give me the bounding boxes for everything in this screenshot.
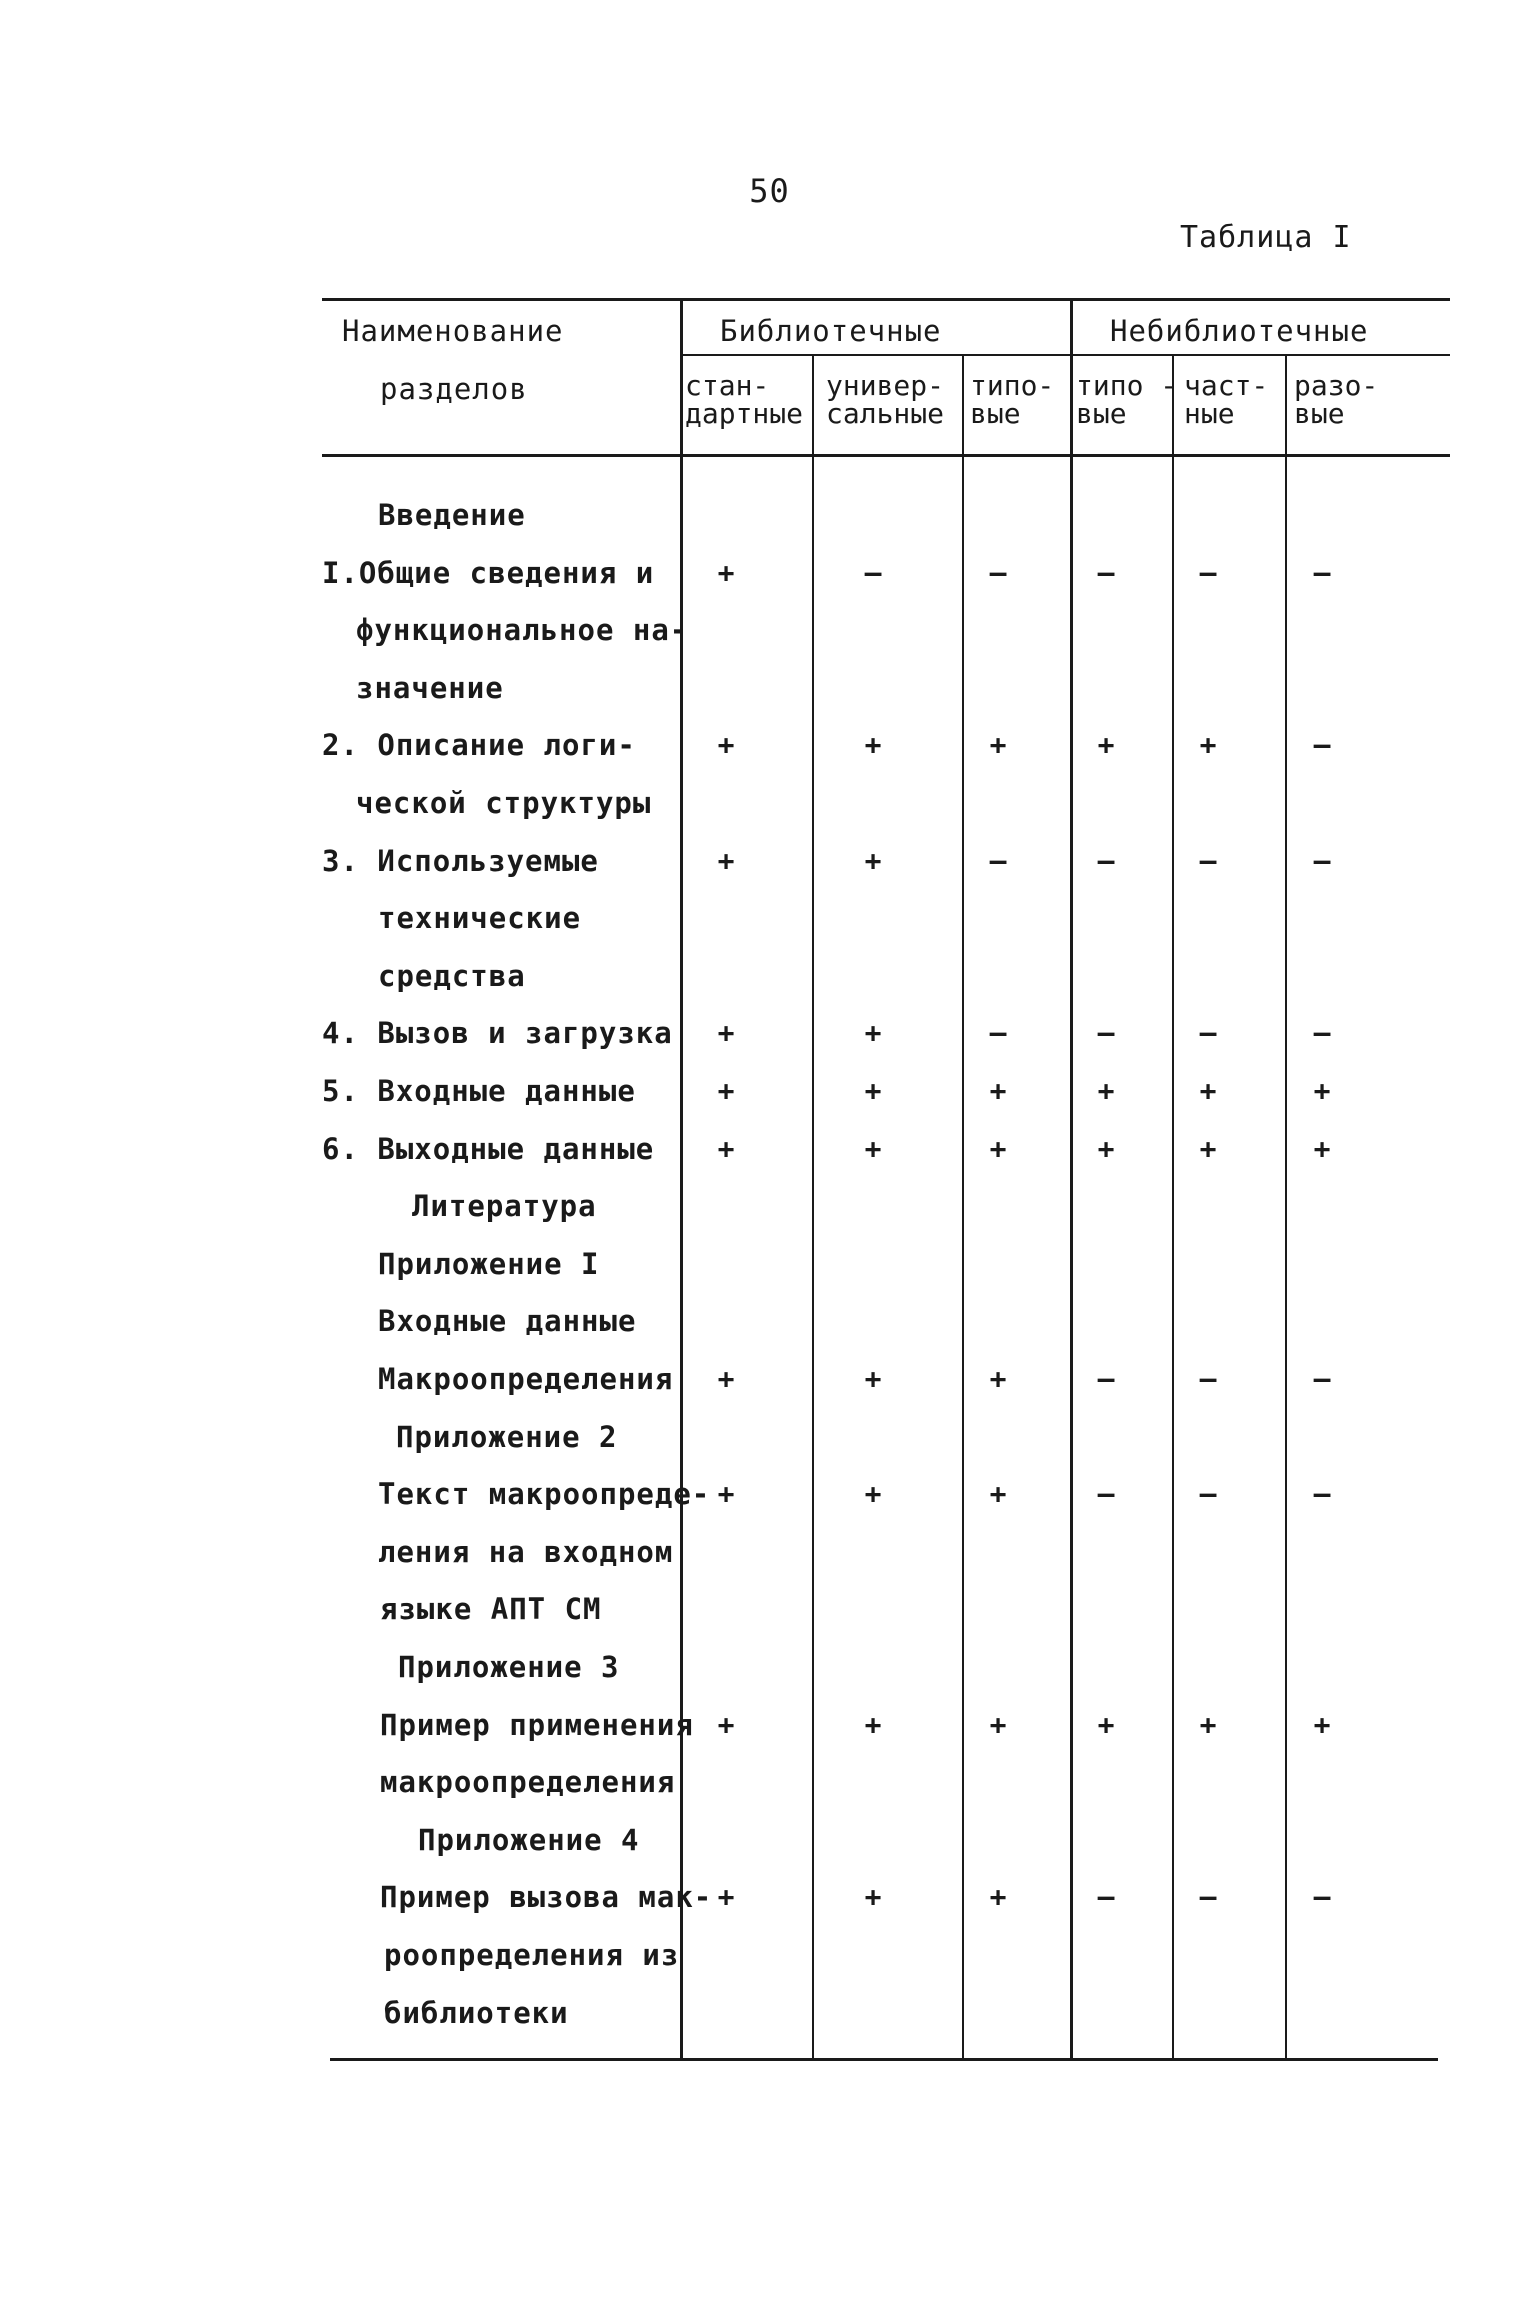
group-library: Библиотечные — [720, 314, 942, 348]
subcol-header-5-line-2: ные — [1184, 397, 1235, 430]
availability-mark: + — [864, 1074, 882, 1107]
availability-mark: + — [1097, 1074, 1115, 1107]
availability-mark: – — [864, 556, 882, 589]
availability-mark: + — [989, 1708, 1007, 1741]
availability-mark: + — [989, 1074, 1007, 1107]
availability-mark: – — [1097, 1477, 1115, 1510]
row-label: Пример вызова мак- — [380, 1880, 713, 1914]
row-label: Приложение 2 — [396, 1420, 618, 1454]
group-non-library: Небиблиотечные — [1110, 314, 1369, 348]
availability-mark: – — [1199, 1362, 1217, 1395]
availability-mark: + — [1097, 728, 1115, 761]
availability-mark: – — [1097, 556, 1115, 589]
availability-mark: – — [1097, 1362, 1115, 1395]
subcol-header-5-line-1: част- — [1184, 369, 1269, 402]
availability-mark: – — [1313, 1016, 1331, 1049]
subcol-header-6-line-2: вые — [1294, 397, 1345, 430]
name-column-rule — [680, 298, 683, 2060]
availability-mark: + — [989, 1132, 1007, 1165]
row-label: ческой структуры — [356, 786, 652, 820]
availability-mark: – — [989, 844, 1007, 877]
availability-mark: – — [1313, 728, 1331, 761]
row-label: роопределения из — [384, 1938, 680, 1972]
row-label: ления на входном — [378, 1535, 674, 1569]
availability-mark: + — [1199, 1708, 1217, 1741]
availability-mark: + — [1199, 728, 1217, 761]
subcol-header-2-line-1: универ- — [826, 369, 945, 402]
availability-mark: + — [864, 1016, 882, 1049]
row-label: Приложение I — [378, 1247, 600, 1281]
availability-mark: + — [717, 1708, 735, 1741]
table-bottom-rule — [330, 2058, 1438, 2061]
availability-mark: – — [1313, 844, 1331, 877]
subcol-header-4-line-2: вые — [1076, 397, 1127, 430]
availability-mark: – — [989, 1016, 1007, 1049]
availability-mark: – — [989, 556, 1007, 589]
availability-mark: – — [1199, 1016, 1217, 1049]
group-header-rule — [680, 354, 1450, 356]
availability-mark: + — [864, 1362, 882, 1395]
row-label: 3. Используемые — [322, 844, 599, 878]
availability-mark: + — [717, 1880, 735, 1913]
availability-mark: + — [717, 1132, 735, 1165]
availability-mark: + — [989, 728, 1007, 761]
availability-mark: – — [1199, 1477, 1217, 1510]
subcol-header-1-line-2: дартные — [685, 397, 804, 430]
subcol-header-4-line-1: типо - — [1076, 369, 1178, 402]
availability-mark: + — [717, 1362, 735, 1395]
row-label: средства — [378, 959, 526, 993]
availability-mark: + — [1199, 1132, 1217, 1165]
availability-mark: – — [1199, 556, 1217, 589]
availability-mark: + — [717, 728, 735, 761]
row-label: технические — [378, 901, 582, 935]
row-label: функциональное на- — [356, 613, 689, 647]
availability-mark: – — [1199, 844, 1217, 877]
name-header-line-1: Наименование — [342, 314, 564, 348]
row-label: библиотеки — [384, 1996, 569, 2030]
availability-mark: + — [717, 1074, 735, 1107]
subcol-header-6-line-1: разо- — [1294, 369, 1379, 402]
name-header-line-2: разделов — [380, 372, 528, 406]
availability-mark: + — [1097, 1708, 1115, 1741]
availability-mark: + — [1313, 1074, 1331, 1107]
availability-mark: + — [1313, 1132, 1331, 1165]
availability-mark: – — [1313, 1477, 1331, 1510]
row-label: Текст макроопреде- — [378, 1477, 711, 1511]
availability-mark: – — [1097, 844, 1115, 877]
row-label: макроопределения — [380, 1765, 676, 1799]
availability-mark: + — [717, 556, 735, 589]
availability-mark: + — [1313, 1708, 1331, 1741]
availability-mark: + — [864, 1477, 882, 1510]
row-label: Входные данные — [378, 1304, 637, 1338]
row-label: языке АПТ СМ — [380, 1592, 602, 1626]
subcol-header-2-line-2: сальные — [826, 397, 945, 430]
subcol-header-1-line-1: стан- — [685, 369, 770, 402]
availability-mark: – — [1313, 1362, 1331, 1395]
row-label: I.Общие сведения и — [322, 556, 655, 590]
row-label: Приложение 3 — [398, 1650, 620, 1684]
subcol-rule-4 — [1172, 354, 1174, 2060]
availability-mark: + — [864, 844, 882, 877]
row-label: Введение — [378, 498, 526, 532]
table-caption: Таблица I — [1180, 220, 1352, 255]
availability-mark: + — [717, 1477, 735, 1510]
availability-mark: + — [989, 1477, 1007, 1510]
availability-mark: – — [1097, 1016, 1115, 1049]
table-top-rule — [322, 298, 1450, 301]
row-label: значение — [356, 671, 504, 705]
row-label: 5. Входные данные — [322, 1074, 636, 1108]
subcol-rule-1 — [812, 354, 814, 2060]
row-label: 6. Выходные данные — [322, 1132, 655, 1166]
page-number: 50 — [749, 172, 790, 210]
availability-mark: + — [864, 728, 882, 761]
availability-mark: + — [717, 844, 735, 877]
subcol-header-3-line-1: типо- — [970, 369, 1055, 402]
header-bottom-rule — [322, 454, 1450, 457]
availability-mark: + — [989, 1362, 1007, 1395]
subcol-rule-5 — [1285, 354, 1287, 2060]
group-divider-rule — [1070, 298, 1073, 2060]
availability-mark: + — [989, 1880, 1007, 1913]
subcol-rule-2 — [962, 354, 964, 2060]
row-label: Макроопределения — [378, 1362, 674, 1396]
subcol-header-3-line-2: вые — [970, 397, 1021, 430]
row-label: 2. Описание логи- — [322, 728, 636, 762]
row-label: Пример применения — [380, 1708, 694, 1742]
availability-mark: + — [864, 1132, 882, 1165]
row-label: 4. Вызов и загрузка — [322, 1016, 673, 1050]
availability-mark: + — [1097, 1132, 1115, 1165]
availability-mark: + — [1199, 1074, 1217, 1107]
availability-mark: + — [717, 1016, 735, 1049]
row-label: Литература — [412, 1189, 597, 1223]
availability-mark: – — [1097, 1880, 1115, 1913]
availability-mark: – — [1199, 1880, 1217, 1913]
availability-mark: – — [1313, 1880, 1331, 1913]
availability-mark: + — [864, 1880, 882, 1913]
availability-mark: + — [864, 1708, 882, 1741]
row-label: Приложение 4 — [418, 1823, 640, 1857]
availability-mark: – — [1313, 556, 1331, 589]
